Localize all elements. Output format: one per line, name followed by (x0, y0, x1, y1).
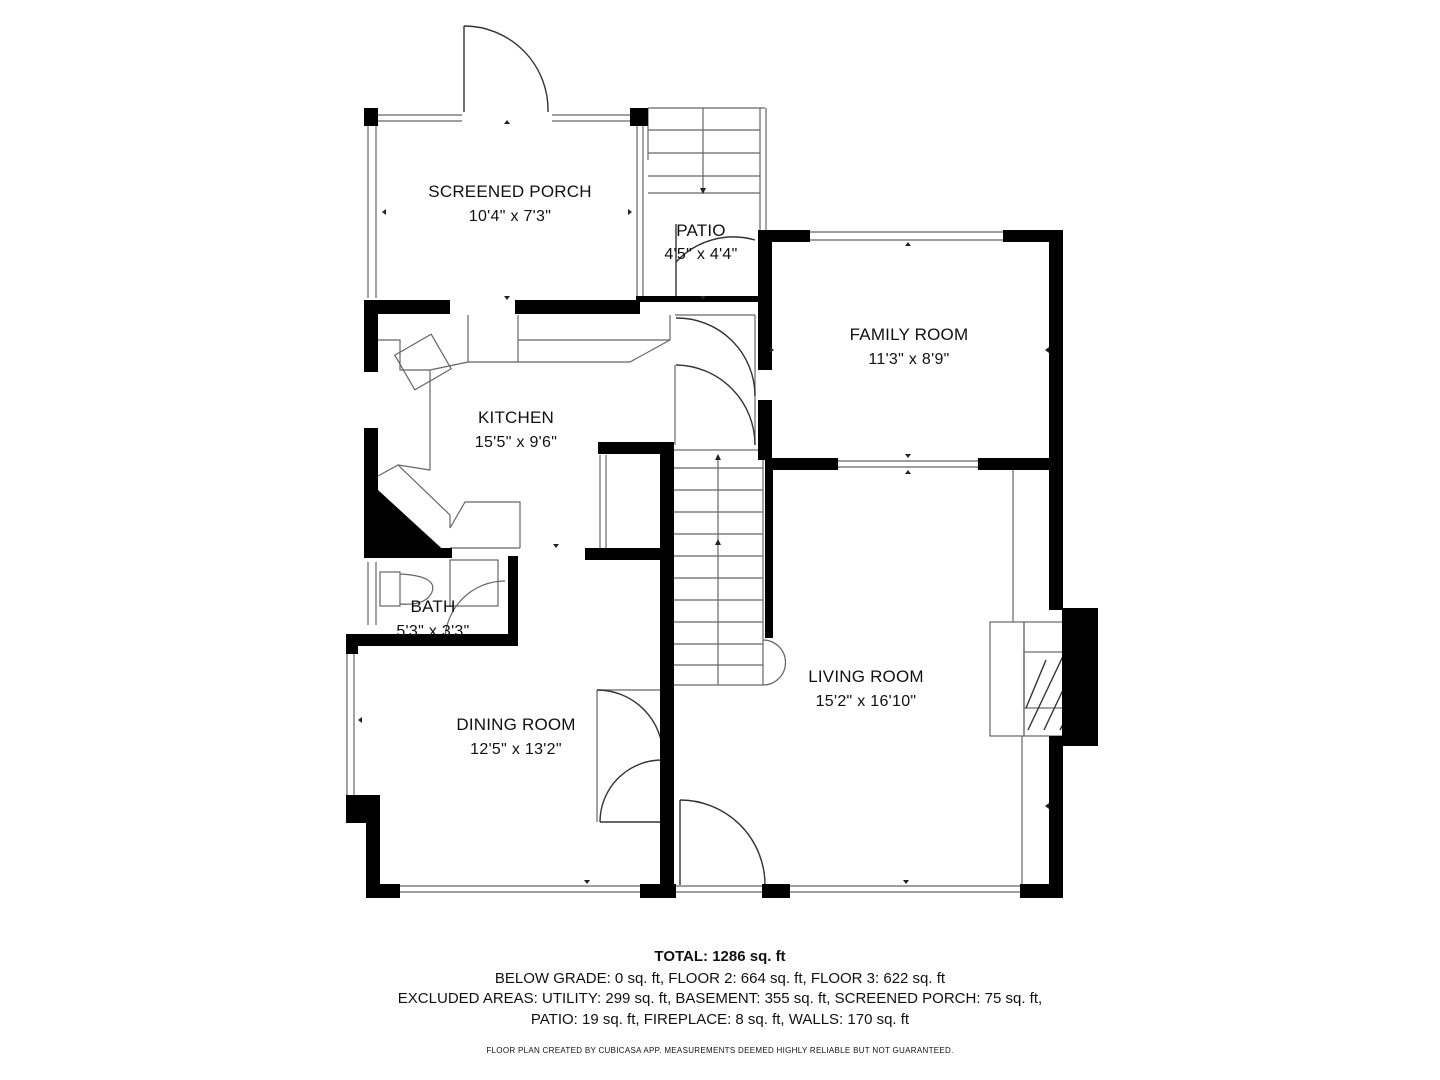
living-room-name: LIVING ROOM (808, 667, 924, 686)
screened-porch-name: SCREENED PORCH (428, 182, 592, 201)
screened-porch-dim: 10'4" x 7'3" (468, 208, 552, 225)
bath-name: BATH (410, 597, 456, 616)
kitchen-name: KITCHEN (477, 408, 555, 427)
dining-room-dim: 12'5" x 13'2" (470, 741, 562, 758)
total-area: TOTAL: 1286 sq. ft (654, 948, 786, 965)
patio-dim: 4'5" x 4'4" (664, 246, 738, 263)
living-room-dim: 15'2" x 16'10" (815, 693, 917, 710)
disclaimer: FLOOR PLAN CREATED BY CUBICASA APP. MEASUREMENTS DEEMED HIGHLY RELIABLE BUT NOT GUARANTEED. (486, 1046, 954, 1055)
area-breakdown-line-3: PATIO: 19 sq. ft, FIREPLACE: 8 sq. ft, WALLS: 170 sq. ft (530, 1011, 910, 1028)
family-room-dim: 11'3" x 8'9" (868, 351, 950, 368)
kitchen-dim: 15'5" x 9'6" (474, 434, 558, 451)
patio-name: PATIO (676, 221, 726, 240)
bath-dim: 5'3" x 3'3" (396, 623, 470, 640)
room-labels (396, 182, 968, 758)
dining-room-name: DINING ROOM (456, 715, 576, 734)
family-room-name: FAMILY ROOM (849, 325, 969, 344)
area-breakdown-line-2: EXCLUDED AREAS: UTILITY: 299 sq. ft, BASEMENT: 355 sq. ft, SCREENED PORCH: 75 sq. ft, (397, 990, 1043, 1007)
area-breakdown-line-1: BELOW GRADE: 0 sq. ft, FLOOR 2: 664 sq. ft, FLOOR 3: 622 sq. ft (494, 970, 946, 987)
